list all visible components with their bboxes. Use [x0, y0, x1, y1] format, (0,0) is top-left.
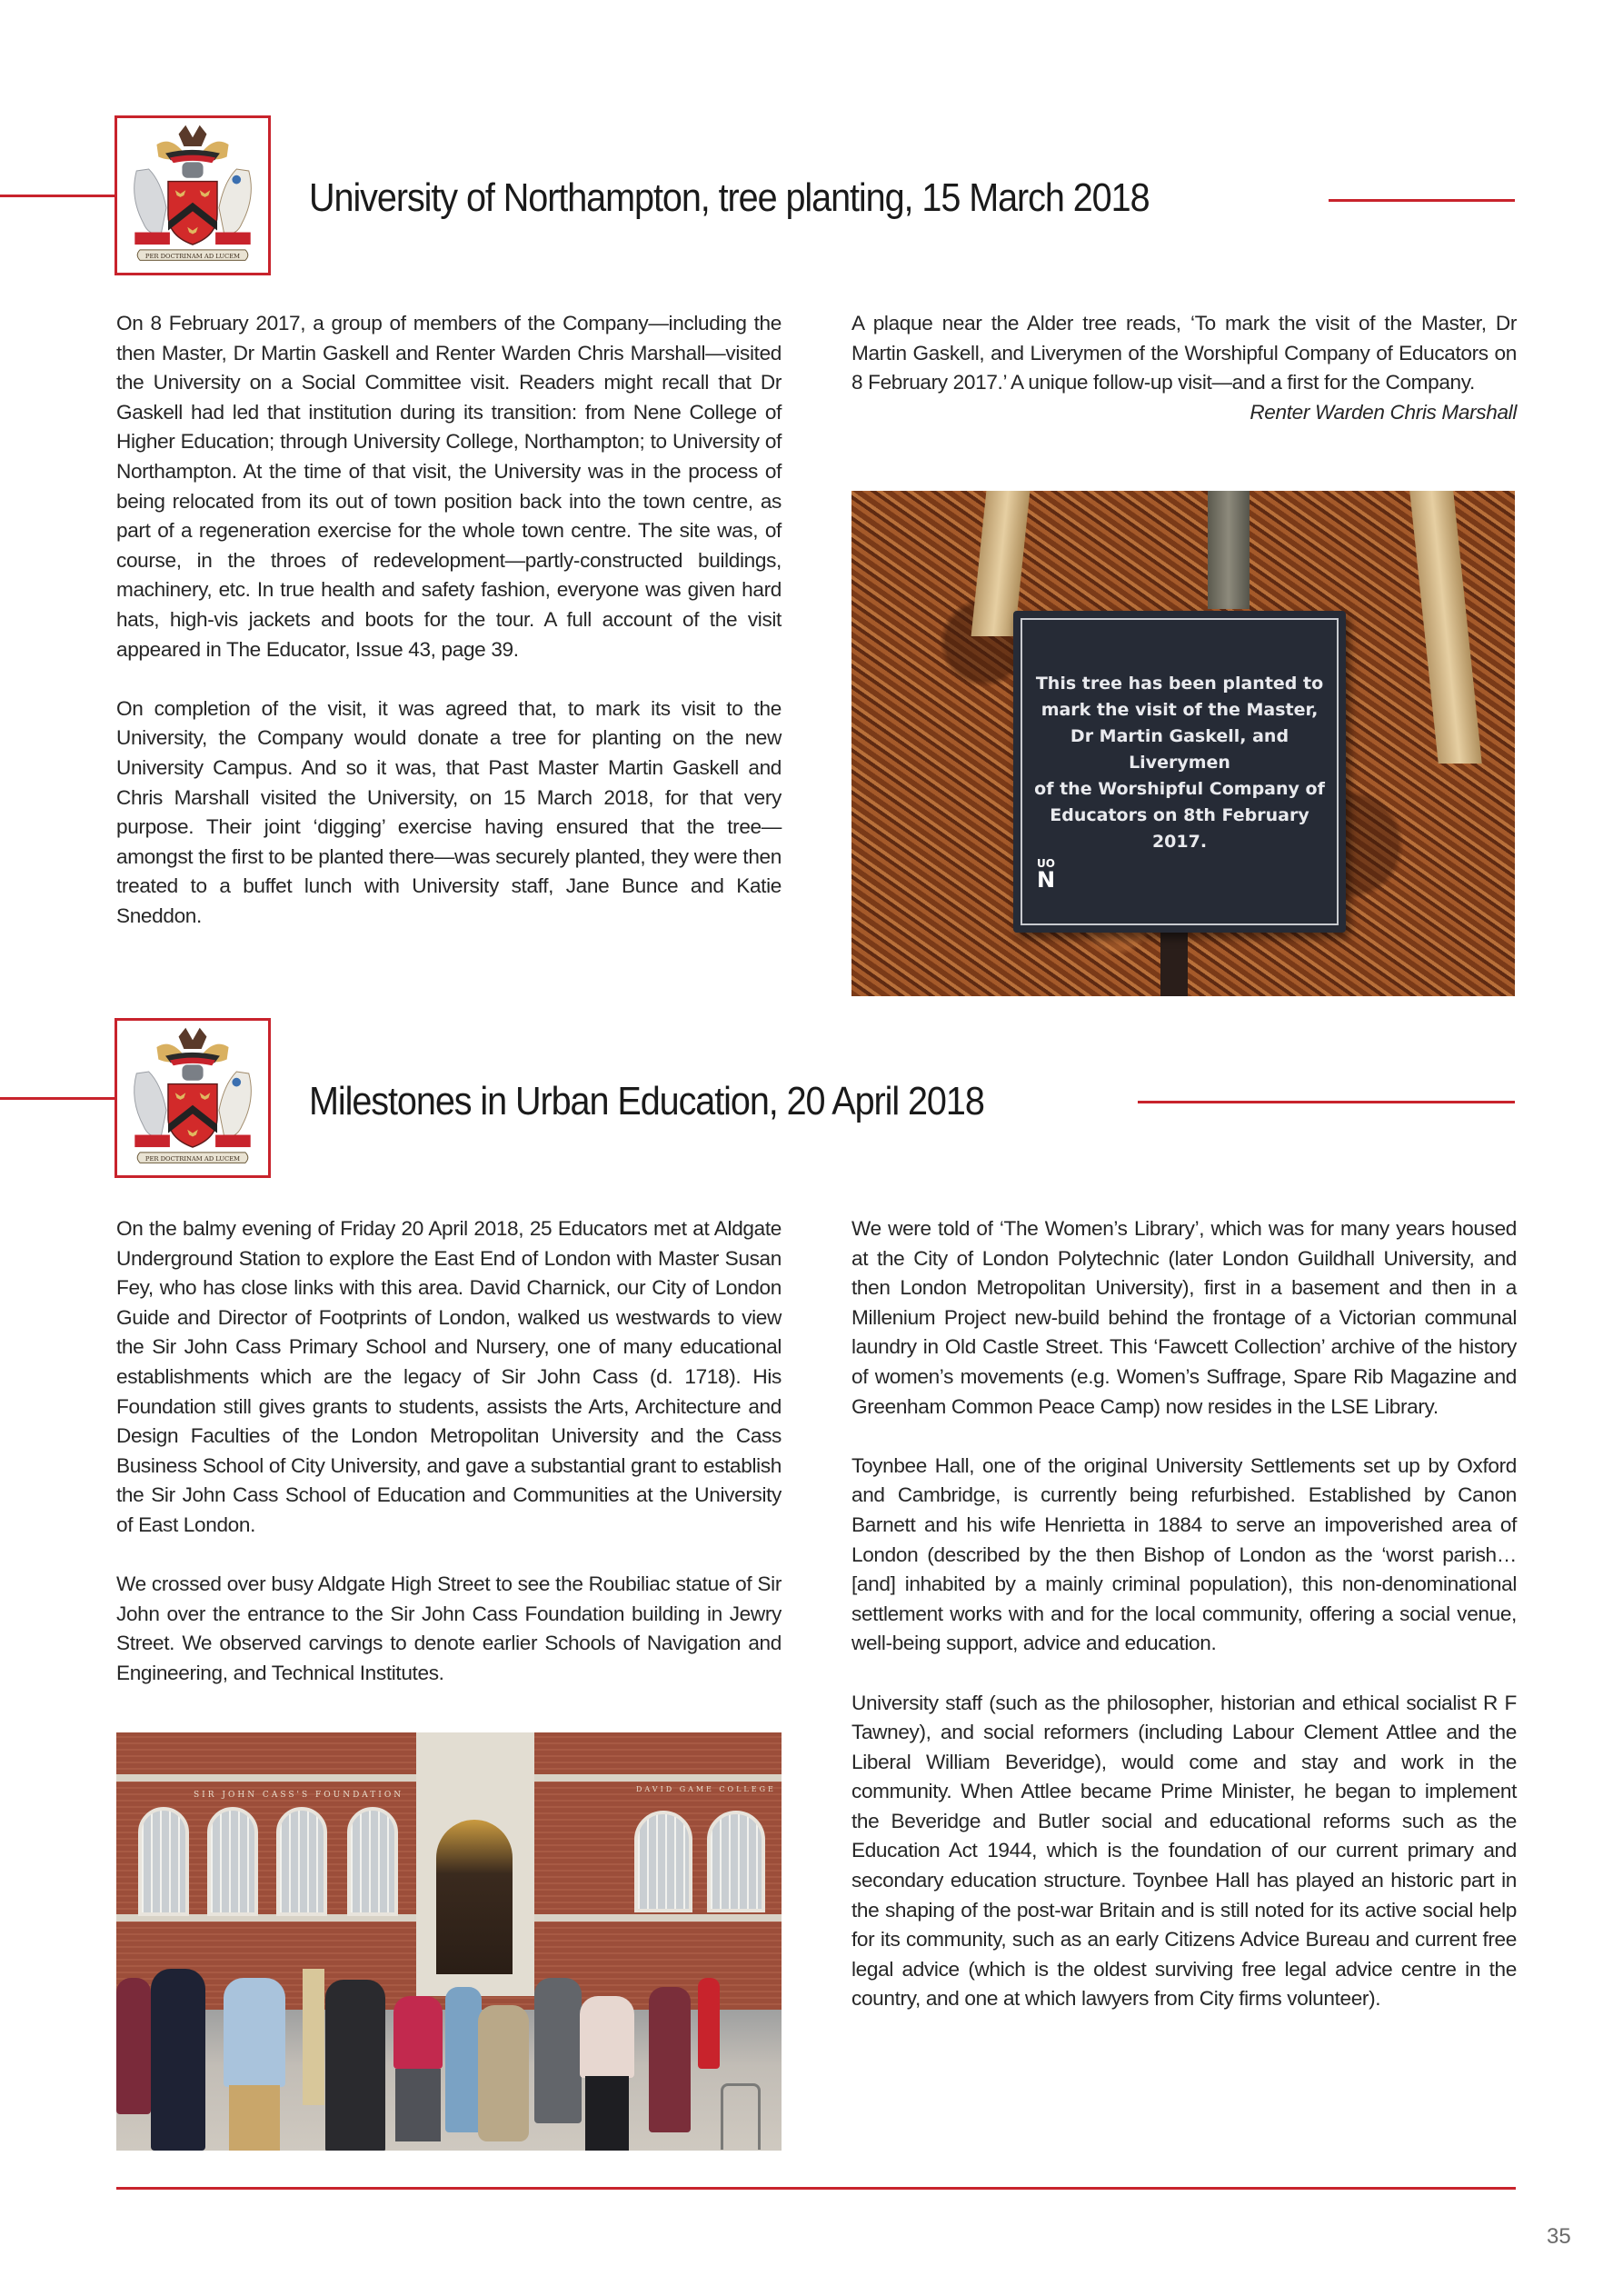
building-sign-right: DAVID GAME COLLEGE [636, 1785, 776, 1793]
section-1-paragraph: A plaque near the Alder tree reads, ‘To mark the visit of the Master, Dr Martin Gaskell, and Liverymen of the Worshipful Company of Educators on 8 February 2017.’ A unique follow-up visit—and a first for the Company. [851, 312, 1517, 394]
arched-window [347, 1807, 398, 1916]
section-1-left-rule [0, 195, 116, 197]
section-1-paragraph: On 8 February 2017, a group of members of the Company—including the then Master, Dr Martin Gaskell and Renter Warden Chris Marshall—visited the University on a Social Committee visit. Readers might recall that Dr Gaskell had led that institution during its transition: from Nene College of Higher Education; through University College, Northampton; to University of Northampton. At the time of that visit, the University was in the process of being relocated from its out of town position back into the town centre, as part of a regeneration exercise for the whole town centre. The site was, of course, in the throes of redevelopment—partly-constructed buildings, machinery, etc. In true health and safety fashion, everyone was given hard hats, high-vis jackets and boots for the tour. A full account of the visit appeared in The Educator, Issue 43, page 39. [116, 312, 782, 661]
section-1-left-column [116, 309, 782, 931]
arched-window [634, 1811, 692, 1912]
section-2-right-rule [1138, 1101, 1515, 1103]
arched-window [207, 1807, 258, 1916]
university-of-northampton-logo-icon: UO N [1037, 857, 1056, 893]
tree-plaque-photo [851, 491, 1515, 996]
section-2-right-column [851, 1214, 1517, 2014]
section-2-left-column [116, 1214, 782, 1689]
arched-window [138, 1807, 189, 1916]
section-2-title: Milestones in Urban Education, 20 April 2018 [309, 1079, 984, 1123]
tree-trunk [1208, 491, 1250, 609]
tree-stake-right [1409, 491, 1482, 764]
section-2-crest [115, 1018, 271, 1178]
arched-window [276, 1807, 327, 1916]
section-1-right-rule [1329, 199, 1515, 202]
section-2-paragraph: On the balmy evening of Friday 20 April 2018, 25 Educators met at Aldgate Underground Station to explore the East End of London with Master Susan Fey, who has close links with this area. David Charnick, our City of London Guide and Director of Footprints of London, walked us westwards to view the Sir John Cass Primary School and Nursery, one of many educational establishments which are the legacy of Sir John Cass (d. 1718). His Foundation still gives grants to students, assists the Arts, Architecture and Design Faculties of the London Metropolitan University and the Cass Business School of City University, and gave a substantial grant to establish the Sir John Cass School of Education and Communities at the University of East London. [116, 1217, 782, 1536]
group-outside-building-photo [116, 1732, 782, 2151]
section-1-title: University of Northampton, tree planting, 15 March 2018 [309, 175, 1150, 220]
page-number: 35 [1547, 2224, 1571, 2249]
plaque-text: This tree has been planted to mark the visit of the Master, Dr Martin Gaskell, and Liverymen of the Worshipful Company of Educators on 8th February 2017. [1034, 674, 1325, 852]
section-1-paragraph: On completion of the visit, it was agreed that, to mark its visit to the University, the Company would donate a tree for planting on the new University Campus. And so it was, that Past Master Martin Gaskell and Chris Marshall visited the University, on 15 March 2018, for that very purpose. Their joint ‘digging’ exercise having ensured that the tree—amongst the first to be planted there—was securely planted, they were then treated to a buffet lunch with University staff, Jane Bunce and Katie Sneddon. [116, 696, 782, 927]
author-attribution: Renter Warden Chris Marshall [1250, 400, 1517, 424]
svg-text:PER DOCTRINAM AD LUCEM: PER DOCTRINAM AD LUCEM [144, 1155, 241, 1163]
railing [721, 2083, 761, 2150]
building-sign-left: SIR JOHN CASS'S FOUNDATION [194, 1791, 404, 1800]
footer-rule [116, 2187, 1516, 2190]
section-2-left-rule [0, 1097, 116, 1100]
section-1-right-column [851, 309, 1517, 427]
coat-of-arms-icon [117, 118, 268, 273]
section-2-paragraph: We crossed over busy Aldgate High Street to see the Roubiliac statue of Sir John over the entrance to the Sir John Cass Foundation building in Jewry Street. We observed carvings to denote earlier Schools of Navigation and Engineering, and Technical Institutes. [116, 1572, 782, 1684]
svg-text:PER DOCTRINAM AD LUCEM: PER DOCTRINAM AD LUCEM [144, 253, 241, 261]
group-of-people [116, 1942, 782, 2151]
arched-window [707, 1811, 765, 1912]
coat-of-arms-icon [117, 1021, 268, 1175]
plaque-sign [1013, 611, 1346, 933]
section-2-paragraph: Toynbee Hall, one of the original University Settlements set up by Oxford and Cambridge, is currently being refurbished. Established by Canon Barnett and his wife Henrietta in 1884 to serve an impoverished area of London (described by the then Bishop of London as the ‘worst parish…[and] inhabited by a mainly criminal population), this non-denominational settlement works with and for the local community, offering a social venue, well-being support, advice and education. [851, 1453, 1517, 1655]
section-2-paragraph: University staff (such as the philosopher, historian and ethical socialist R F Tawney), and social reformers (including Labour Clement Attlee and the Liberal William Beveridge), would come and stay and work in the community. When Attlee became Prime Minister, he began to implement the Beveridge and Butler social and educational reforms such as the Education Act 1944, which is the foundation of our current primary and secondary education structure. Toynbee Hall has played an historic part in the shaping of the post-war Britain and is still noted for its active social help for its community, such as an early Citizens Advice Bureau and current free legal advice (which is the oldest surviving free legal advice centre in the country, and one at which lawyers from City firms volunteer). [851, 1691, 1517, 2011]
section-2-paragraph: We were told of ‘The Women’s Library’, which was for many years housed at the City of London Polytechnic (later London Guildhall University, and then London Metropolitan University), first in a basement and then in a Millenium Project new-build behind the frontage of a Victorian communal laundry in Old Castle Street. This ‘Fawcett Collection’ archive of the history of women’s movements (e.g. Women’s Suffrage, Spare Rib Magazine and Greenham Common Peace Camp) now resides in the LSE Library. [851, 1217, 1517, 1418]
section-1-crest [115, 115, 271, 275]
